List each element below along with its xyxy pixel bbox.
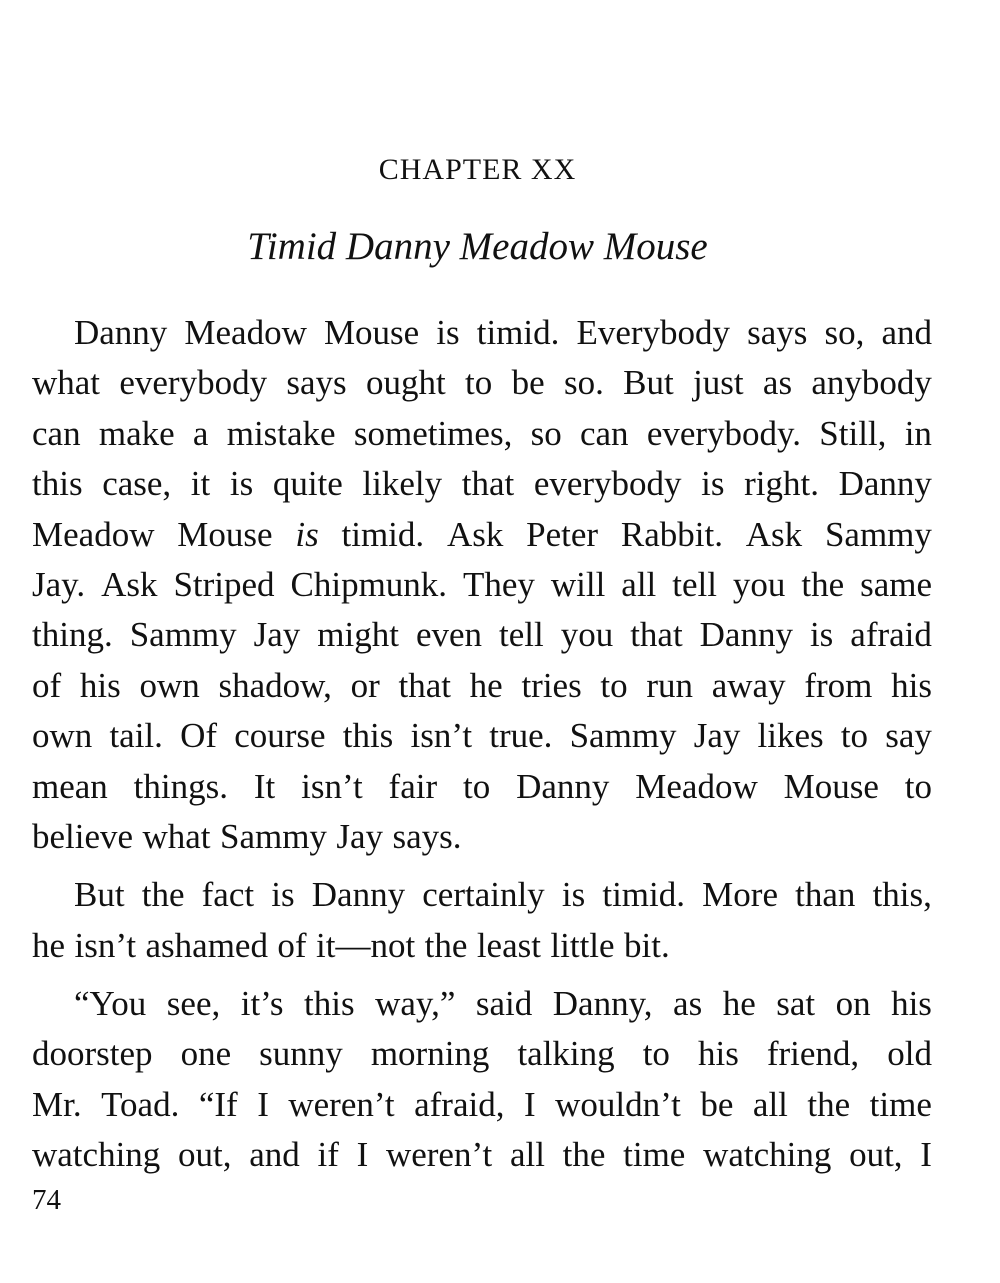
text-line bbox=[32, 308, 932, 358]
word: I bbox=[523, 1084, 536, 1124]
word: Mr. bbox=[32, 1084, 82, 1124]
text-line bbox=[32, 870, 932, 920]
word: might bbox=[317, 615, 399, 655]
word: all bbox=[509, 1135, 545, 1175]
word: afraid, bbox=[414, 1084, 505, 1124]
word: Jay bbox=[253, 615, 301, 655]
word: to bbox=[642, 1034, 670, 1074]
word: Sammy bbox=[219, 816, 327, 856]
word: to bbox=[600, 665, 628, 705]
word: ought bbox=[366, 363, 446, 403]
word: be bbox=[700, 1084, 734, 1124]
word: quite bbox=[272, 464, 343, 504]
word: doorstep bbox=[32, 1034, 153, 1074]
word: own bbox=[32, 716, 93, 756]
word: he bbox=[32, 925, 66, 965]
word: ashamed bbox=[145, 925, 268, 965]
text-line bbox=[32, 979, 932, 1029]
word: as bbox=[673, 984, 703, 1024]
word: Mouse bbox=[783, 766, 879, 806]
word: so bbox=[530, 413, 562, 453]
word: of bbox=[32, 665, 62, 705]
word: be bbox=[511, 363, 545, 403]
text-line bbox=[32, 510, 932, 560]
word: same bbox=[860, 564, 932, 604]
word: says. bbox=[392, 816, 462, 856]
word: Toad. bbox=[101, 1084, 180, 1124]
word: all bbox=[621, 564, 657, 604]
word: Jay. bbox=[32, 564, 86, 604]
word: one bbox=[180, 1034, 232, 1074]
word: so, bbox=[824, 313, 865, 352]
word: Mouse bbox=[323, 313, 420, 352]
text-line bbox=[32, 358, 932, 408]
word: timid. bbox=[602, 875, 686, 915]
word: Ask bbox=[446, 514, 504, 554]
word: Meadow bbox=[635, 766, 758, 806]
word: tail. bbox=[109, 716, 163, 756]
word: Danny bbox=[699, 615, 793, 655]
text-line bbox=[32, 661, 932, 711]
word: case, bbox=[102, 464, 172, 504]
word: if bbox=[317, 1135, 339, 1175]
word: can bbox=[579, 413, 629, 453]
word: More bbox=[702, 875, 778, 915]
word: shadow, bbox=[218, 665, 332, 705]
word: and bbox=[249, 1135, 300, 1175]
word: it—not bbox=[316, 925, 416, 965]
word: fair bbox=[388, 766, 438, 806]
word: wouldn’t bbox=[555, 1084, 681, 1124]
chapter-title: Timid Danny Meadow Mouse bbox=[247, 225, 708, 268]
word: It bbox=[253, 766, 276, 806]
chapter-heading: CHAPTER XX bbox=[378, 153, 577, 186]
text-line bbox=[32, 459, 932, 509]
word: things. bbox=[133, 766, 228, 806]
word: out, bbox=[178, 1135, 232, 1175]
word: or bbox=[350, 665, 380, 705]
word: course bbox=[234, 716, 326, 756]
word: Jay bbox=[693, 716, 741, 756]
word: the bbox=[424, 925, 468, 965]
word: this, bbox=[872, 875, 932, 915]
word: Striped bbox=[173, 564, 275, 604]
word: anybody bbox=[811, 363, 932, 403]
word: isn’t bbox=[301, 766, 363, 806]
word: from bbox=[804, 665, 873, 705]
word: is bbox=[561, 875, 586, 915]
word: is bbox=[271, 875, 295, 915]
word: just bbox=[693, 363, 744, 403]
word: isn’t bbox=[74, 925, 137, 965]
word: Sammy bbox=[569, 716, 677, 756]
word: see, bbox=[166, 984, 221, 1024]
word: is bbox=[436, 313, 460, 352]
word: that bbox=[630, 615, 683, 655]
text-line bbox=[32, 1130, 932, 1180]
word: make bbox=[98, 413, 175, 453]
word: Danny bbox=[74, 313, 168, 352]
word: way,” bbox=[375, 984, 456, 1024]
word: Sammy bbox=[824, 514, 932, 554]
word: is bbox=[229, 464, 254, 504]
word: Of bbox=[180, 716, 218, 756]
word: Ask bbox=[745, 514, 803, 554]
word: time bbox=[623, 1135, 686, 1175]
word: that bbox=[398, 665, 451, 705]
word: this bbox=[304, 984, 355, 1024]
word: Everybody bbox=[576, 313, 731, 352]
word: to bbox=[465, 363, 493, 403]
word: everybody bbox=[533, 464, 682, 504]
word: to bbox=[840, 716, 869, 756]
word: Jay bbox=[336, 816, 384, 856]
word: watching bbox=[32, 1135, 161, 1175]
text-line bbox=[32, 1029, 932, 1079]
word: I bbox=[920, 1135, 932, 1175]
word: But bbox=[74, 875, 125, 915]
text-line bbox=[32, 921, 932, 971]
text-line bbox=[32, 812, 932, 862]
word: afraid bbox=[850, 615, 932, 655]
word: it bbox=[190, 464, 211, 504]
word: They bbox=[463, 564, 535, 604]
word: I bbox=[356, 1135, 369, 1175]
word: “You bbox=[74, 984, 147, 1024]
word: Danny bbox=[838, 464, 932, 504]
word: what bbox=[32, 363, 101, 403]
word: watching bbox=[703, 1135, 832, 1175]
word: everybody. bbox=[646, 413, 802, 453]
word: talking bbox=[517, 1034, 615, 1074]
word: Danny bbox=[311, 875, 406, 915]
word: his bbox=[891, 984, 932, 1024]
word: to bbox=[462, 766, 491, 806]
word: Sammy bbox=[129, 615, 237, 655]
word: tell bbox=[499, 615, 544, 655]
word: is bbox=[809, 615, 834, 655]
word: run bbox=[646, 665, 694, 705]
word: on bbox=[835, 984, 871, 1024]
word: that bbox=[461, 464, 515, 504]
word: can bbox=[32, 413, 81, 453]
word: even bbox=[415, 615, 483, 655]
word: sunny bbox=[259, 1034, 343, 1074]
word: fact bbox=[201, 875, 255, 915]
text-line bbox=[32, 711, 932, 761]
word: Ask bbox=[101, 564, 158, 604]
word: bit. bbox=[624, 925, 670, 965]
word: said bbox=[475, 984, 533, 1024]
text-line bbox=[32, 610, 932, 660]
text-line bbox=[32, 560, 932, 610]
word: he bbox=[469, 665, 503, 705]
word: says bbox=[286, 363, 347, 403]
word: Danny, bbox=[552, 984, 653, 1024]
word: say bbox=[885, 716, 932, 756]
word: sometimes, bbox=[353, 413, 513, 453]
paragraph bbox=[32, 308, 932, 862]
word: a bbox=[192, 413, 209, 453]
word: the bbox=[807, 1084, 851, 1124]
word: little bbox=[550, 925, 615, 965]
word: is bbox=[701, 464, 725, 504]
word: certainly bbox=[422, 875, 545, 915]
word: timid. bbox=[476, 313, 560, 352]
word: timid. bbox=[341, 514, 425, 554]
word: Still, bbox=[819, 413, 887, 453]
word: his bbox=[891, 665, 932, 705]
word: mean bbox=[32, 766, 108, 806]
word: the bbox=[562, 1135, 606, 1175]
word: to bbox=[904, 766, 932, 806]
word: he bbox=[722, 984, 756, 1024]
word: the bbox=[801, 564, 845, 604]
word: than bbox=[795, 875, 856, 915]
word: so. bbox=[563, 363, 604, 403]
word: in bbox=[904, 413, 932, 453]
paragraph bbox=[32, 979, 932, 1181]
word: all bbox=[752, 1084, 788, 1124]
text-line bbox=[32, 409, 932, 459]
page-number: 74 bbox=[32, 1184, 61, 1216]
word: old bbox=[887, 1034, 932, 1074]
word: tries bbox=[521, 665, 582, 705]
word: sat bbox=[776, 984, 816, 1024]
word: weren’t bbox=[385, 1135, 493, 1175]
word: this bbox=[32, 464, 83, 504]
word: weren’t bbox=[288, 1084, 395, 1124]
word: as bbox=[762, 363, 793, 403]
word: out, bbox=[849, 1135, 903, 1175]
word: likes bbox=[757, 716, 824, 756]
word: I bbox=[257, 1084, 269, 1124]
word: Peter bbox=[526, 514, 599, 554]
word: friend, bbox=[766, 1034, 860, 1074]
word: mistake bbox=[226, 413, 336, 453]
word: his bbox=[697, 1034, 739, 1074]
word: least bbox=[476, 925, 541, 965]
word: will bbox=[550, 564, 606, 604]
word: But bbox=[623, 363, 674, 403]
paragraph bbox=[32, 870, 932, 971]
word: own bbox=[139, 665, 200, 705]
word: the bbox=[141, 875, 185, 915]
word: true. bbox=[489, 716, 553, 756]
word: you bbox=[732, 564, 786, 604]
word: Meadow bbox=[32, 514, 155, 554]
word: his bbox=[79, 665, 121, 705]
word: Chipmunk. bbox=[290, 564, 448, 604]
word: is bbox=[295, 514, 319, 554]
word: isn’t bbox=[410, 716, 473, 756]
word: and bbox=[881, 313, 932, 352]
word: tell bbox=[672, 564, 717, 604]
word: Mouse bbox=[177, 514, 273, 554]
word: this bbox=[342, 716, 394, 756]
word: away bbox=[711, 665, 786, 705]
word: right. bbox=[744, 464, 819, 504]
text-line bbox=[32, 762, 932, 812]
word: Meadow bbox=[184, 313, 307, 352]
body-text bbox=[32, 308, 932, 1181]
word: everybody bbox=[119, 363, 268, 403]
word: morning bbox=[370, 1034, 490, 1074]
word: believe bbox=[32, 816, 134, 856]
word: says bbox=[747, 313, 808, 352]
word: Danny bbox=[516, 766, 610, 806]
word: “If bbox=[198, 1084, 238, 1124]
word: likely bbox=[362, 464, 443, 504]
word: of bbox=[277, 925, 307, 965]
word: time bbox=[869, 1084, 932, 1124]
word: it’s bbox=[240, 984, 284, 1024]
text-line bbox=[32, 1080, 932, 1130]
word: Rabbit. bbox=[620, 514, 723, 554]
word: you bbox=[560, 615, 614, 655]
word: thing. bbox=[32, 615, 113, 655]
word: what bbox=[142, 816, 211, 856]
